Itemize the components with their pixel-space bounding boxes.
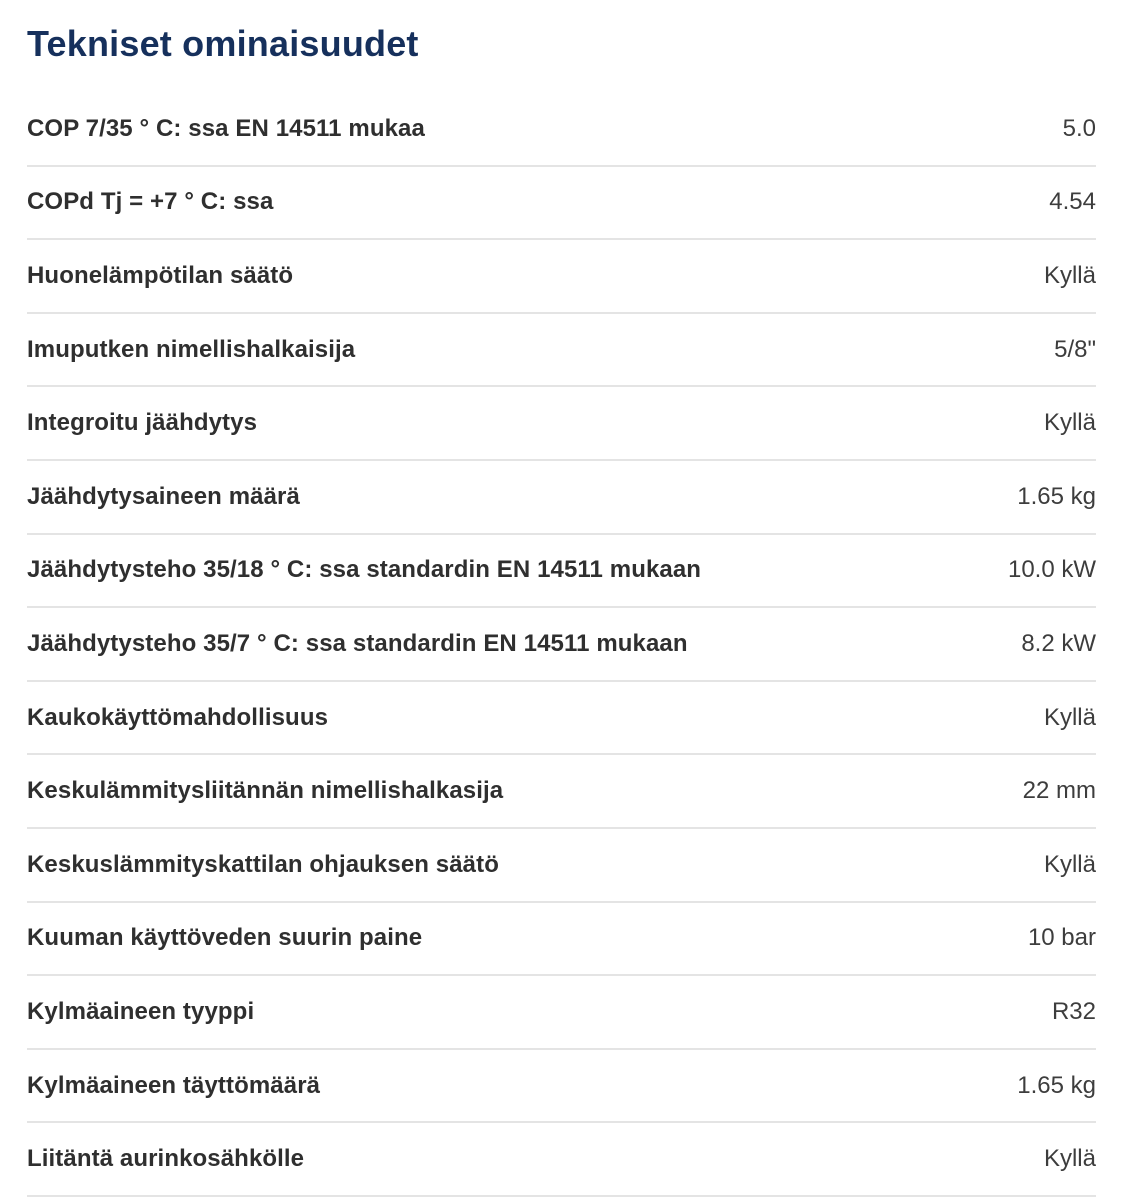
spec-row — [27, 93, 1096, 167]
spec-row — [27, 976, 1096, 1050]
spec-row-value: 22 mm — [1022, 777, 1096, 805]
spec-row-value: 8.2 kW — [1021, 629, 1096, 657]
spec-row-value: 1.65 kg — [1017, 1071, 1096, 1099]
spec-row-value: Kyllä — [1043, 850, 1096, 878]
spec-row-value: 10 bar — [1027, 924, 1096, 952]
spec-row — [27, 829, 1096, 903]
spec-row-label: Imuputken nimellishalkaisija — [27, 335, 356, 363]
spec-table — [27, 93, 1096, 1197]
spec-row — [27, 903, 1096, 977]
spec-row-label: Kylmäaineen tyyppi — [27, 997, 255, 1025]
spec-row-label: Jäähdytysaineen määrä — [27, 482, 300, 510]
spec-row-label: Kuuman käyttöveden suurin paine — [27, 924, 423, 952]
spec-row-label: Kaukokäyttömahdollisuus — [27, 703, 329, 731]
spec-row-label: Jäähdytysteho 35/7 ° C: ssa standardin EN 14511 mukaan — [27, 629, 688, 657]
spec-row-value: 4.54 — [1049, 188, 1096, 216]
spec-row — [27, 167, 1096, 241]
spec-row — [27, 461, 1096, 535]
spec-row-value: 1.65 kg — [1017, 482, 1096, 510]
spec-row-label: Jäähdytysteho 35/18 ° C: ssa standardin EN 14511 mukaan — [27, 556, 702, 584]
spec-row-label: Integroitu jäähdytys — [27, 409, 258, 437]
spec-row — [27, 608, 1096, 682]
spec-row — [27, 1123, 1096, 1197]
spec-row-value: Kyllä — [1043, 1145, 1096, 1173]
spec-row — [27, 387, 1096, 461]
spec-row-label: Liitäntä aurinkosähkölle — [27, 1145, 305, 1173]
spec-row — [27, 755, 1096, 829]
spec-row-label: COPd Tj = +7 ° C: ssa — [27, 188, 274, 216]
spec-row-value: R32 — [1051, 997, 1096, 1025]
spec-row-value: 10.0 kW — [1007, 556, 1096, 584]
spec-row — [27, 535, 1096, 609]
spec-row — [27, 1050, 1096, 1124]
spec-row — [27, 240, 1096, 314]
spec-row-value: 5/8" — [1054, 335, 1096, 363]
spec-row-value: Kyllä — [1043, 261, 1096, 289]
spec-row — [27, 682, 1096, 756]
spec-row-value: 5.0 — [1062, 114, 1096, 142]
spec-row-label: Kylmäaineen täyttömäärä — [27, 1071, 321, 1099]
spec-row-value: Kyllä — [1043, 409, 1096, 437]
spec-row-label: Keskulämmitysliitännän nimellishalkasija — [27, 777, 504, 805]
spec-row-label: Keskuslämmityskattilan ohjauksen säätö — [27, 850, 499, 878]
spec-row-label: COP 7/35 ° C: ssa EN 14511 mukaa — [27, 114, 425, 142]
page-title: Tekniset ominaisuudet — [27, 23, 419, 64]
spec-row-label: Huonelämpötilan säätö — [27, 261, 294, 289]
spec-row-value: Kyllä — [1043, 703, 1096, 731]
spec-row — [27, 314, 1096, 388]
